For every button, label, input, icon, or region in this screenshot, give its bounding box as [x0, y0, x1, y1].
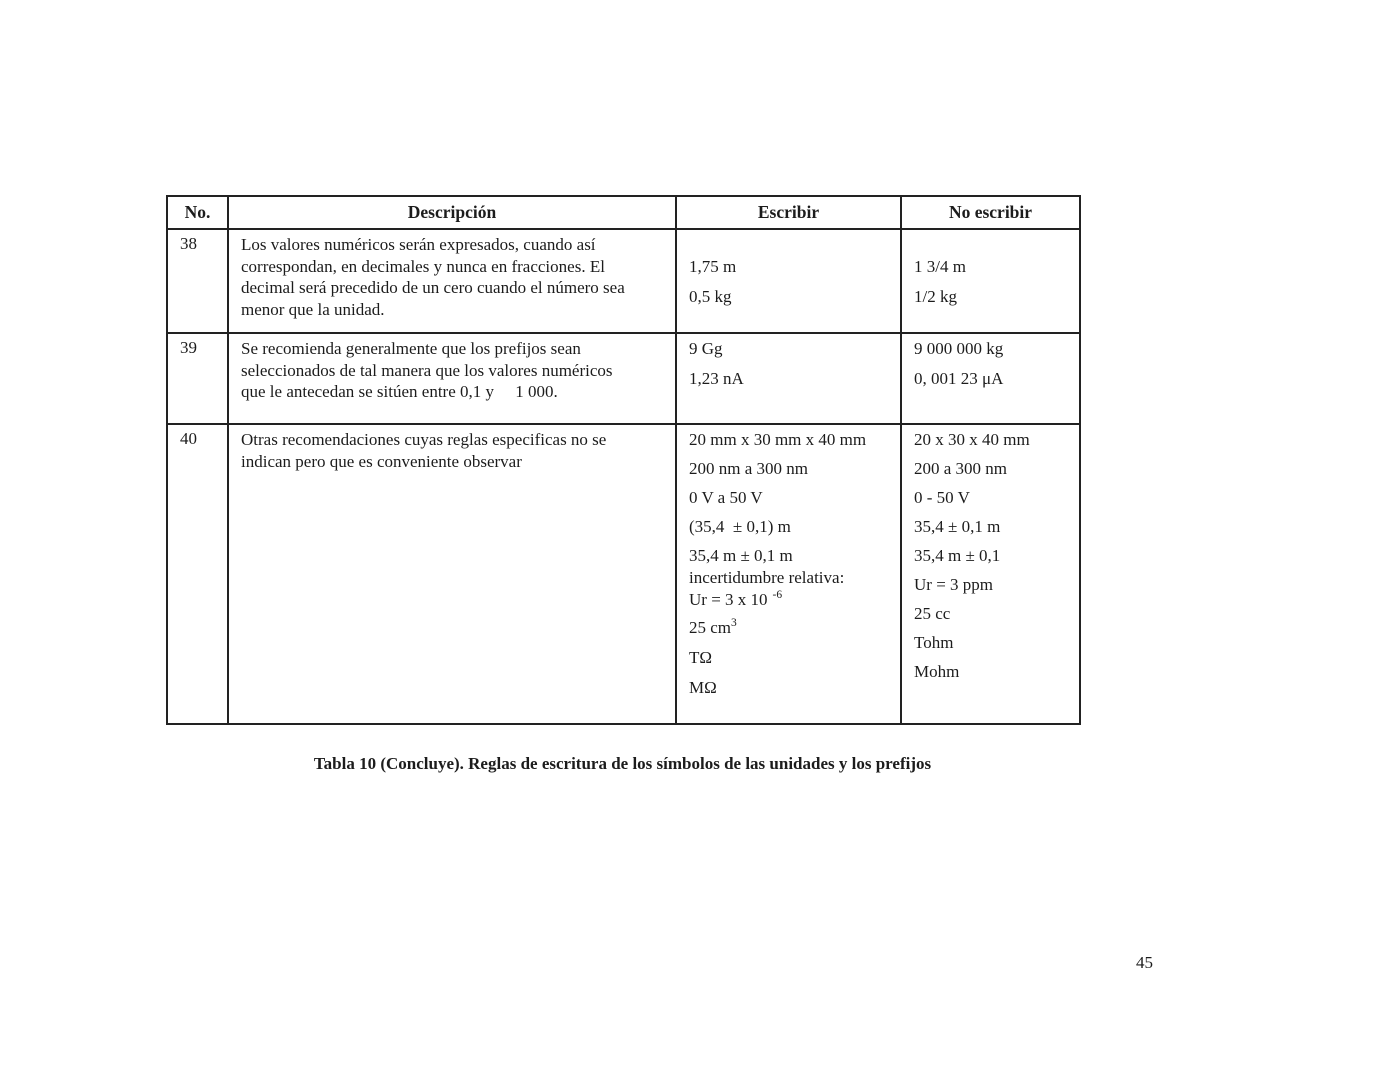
row-39-no-escribir [901, 333, 1080, 424]
table-row-39 [167, 333, 1080, 424]
value-line: Tohm [914, 633, 954, 652]
description-line: que le antecedan se sitúen entre 0,1 y 1 000. [241, 382, 558, 401]
table-row-38 [167, 229, 1080, 333]
cm-base-text: 25 cm [689, 618, 732, 637]
value-line: 200 nm a 300 nm [689, 459, 808, 478]
value-line: 9 000 000 kg [914, 339, 1004, 358]
row-39-descripcion [228, 333, 676, 424]
value-line: 20 x 30 x 40 mm [914, 430, 1030, 449]
page-number: 45 [1136, 953, 1153, 972]
description-line: Se recomienda generalmente que los prefijos sean [241, 339, 581, 358]
value-line: 200 a 300 nm [914, 459, 1008, 478]
value-line: 35,4 ± 0,1 m [914, 517, 1001, 536]
value-line: 1/2 kg [914, 287, 957, 306]
value-line: Mohm [914, 662, 960, 681]
table-row-40 [167, 424, 1080, 724]
value-line: incertidumbre relativa: [689, 568, 845, 587]
header-no: No. [167, 196, 228, 229]
description-line: Otras recomendaciones cuyas reglas especificas no se [241, 430, 607, 449]
row-40-descripcion [228, 424, 676, 724]
value-line: 0,5 kg [689, 287, 732, 306]
value-line: 0, 001 23 μA [914, 369, 1004, 388]
value-line: Ur = 3 ppm [914, 575, 993, 594]
row-38-descripcion [228, 229, 676, 333]
value-line: 1,23 nA [689, 369, 744, 388]
row-38-number: 38 [167, 229, 228, 333]
value-line: 1,75 m [689, 257, 737, 276]
value-line: 0 V a 50 V [689, 488, 763, 507]
value-line: 35,4 m ± 0,1 [914, 546, 1001, 565]
row-38-escribir [676, 229, 901, 333]
header-no-escribir: No escribir [901, 196, 1080, 229]
value-line: 9 Gg [689, 339, 723, 358]
value-line: (35,4 ± 0,1) m [689, 517, 791, 536]
header-descripcion: Descripción [228, 196, 676, 229]
row-39-number: 39 [167, 333, 228, 424]
rules-table [166, 195, 1081, 725]
value-line-ur [689, 589, 894, 611]
ur-exponent-superscript: -6 [772, 589, 783, 601]
row-38-no-escribir [901, 229, 1080, 333]
description-line: indican pero que es conveniente observar [241, 451, 522, 471]
value-line: 35,4 m ± 0,1 m [689, 546, 793, 565]
row-40-no-escribir [901, 424, 1080, 724]
row-39-escribir [676, 333, 901, 424]
description-line: Los valores numéricos serán expresados, cuando así [241, 235, 596, 254]
header-row [167, 196, 1080, 229]
value-line: MΩ [689, 678, 717, 697]
description-line: correspondan, en decimales y nunca en fracciones. El [241, 256, 605, 276]
value-line-cm3 [689, 617, 894, 639]
description-line: decimal será precedido de un cero cuando el número sea [241, 278, 625, 297]
ur-base-text: Ur = 3 x 10 [689, 590, 768, 609]
table-caption: Tabla 10 (Concluye). Reglas de escritura de los símbolos de las unidades y los prefijos [313, 754, 932, 773]
value-line: 25 cc [914, 604, 951, 623]
row-40-escribir [676, 424, 901, 724]
description-line: seleccionados de tal manera que los valores numéricos [241, 360, 613, 380]
value-line: TΩ [689, 648, 713, 667]
value-line: 1 3/4 m [914, 257, 966, 276]
value-line: 20 mm x 30 mm x 40 mm [689, 430, 867, 449]
description-line: menor que la unidad. [241, 299, 385, 319]
cm-exponent-superscript: 3 [731, 617, 737, 629]
value-line: 0 - 50 V [914, 488, 970, 507]
header-escribir: Escribir [676, 196, 901, 229]
row-40-number: 40 [167, 424, 228, 724]
